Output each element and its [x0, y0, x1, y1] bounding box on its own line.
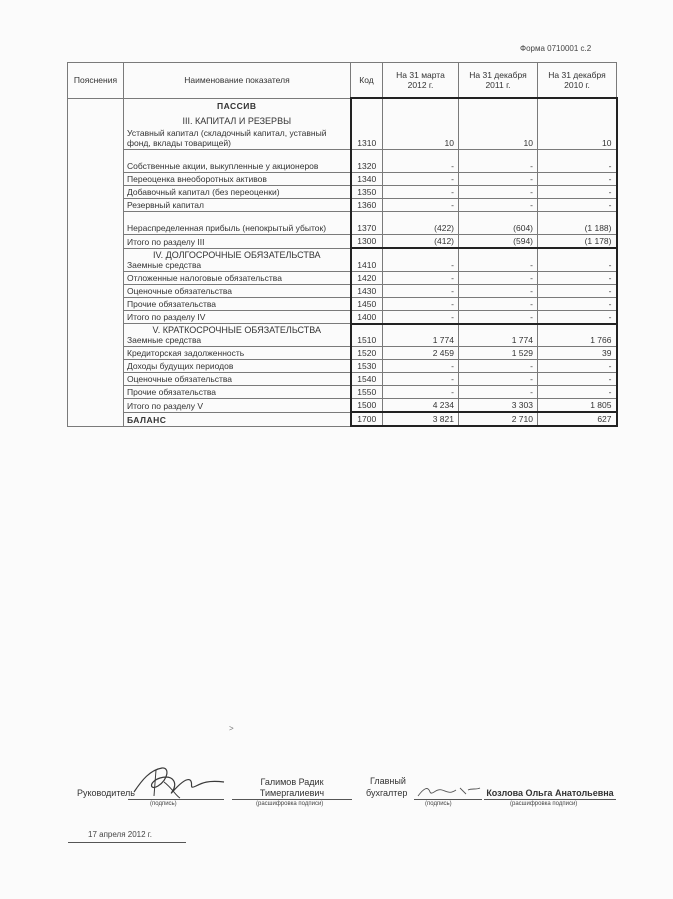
accountant-signature-caption: (подпись): [425, 801, 452, 807]
row-value-col2: (594): [459, 235, 538, 249]
row-value-col3: 627: [538, 412, 617, 426]
table-row: [68, 248, 617, 271]
row-code: 1530: [351, 360, 383, 373]
row-value-col2: 2 710: [459, 412, 538, 426]
section-title-cell: [124, 98, 351, 150]
row-value-col3: 1 766: [538, 324, 617, 347]
head-name-line1: Галимов Радик: [260, 777, 324, 787]
row-value-col2: -: [459, 360, 538, 373]
row-value-col3: (1 188): [538, 212, 617, 235]
row-code: 1320: [351, 150, 383, 173]
report-date: 17 апреля 2012 г.: [88, 830, 152, 839]
row-value-col2: -: [459, 248, 538, 271]
row-value-col1: -: [383, 173, 459, 186]
row-name: Прочие обязательства: [124, 297, 351, 310]
row-value-col3: 1 805: [538, 399, 617, 413]
row-name: Добавочный капитал (без переоценки): [124, 186, 351, 199]
row-value-col3: 39: [538, 347, 617, 360]
row-value-col1: -: [383, 271, 459, 284]
section-4-title: IV. ДОЛГОСРОЧНЫЕ ОБЯЗАТЕЛЬСТВА: [152, 249, 321, 260]
head-signature-line: [128, 799, 224, 800]
balance-sheet-table: [67, 62, 618, 427]
row-code: 1420: [351, 271, 383, 284]
scan-mark: >: [229, 724, 234, 733]
row-name: Собственные акции, выкупленные у акционеров: [124, 150, 351, 173]
head-name-line: [232, 799, 352, 800]
row-value-col2: -: [459, 186, 538, 199]
table-row: [68, 347, 617, 360]
row-value-col1: -: [383, 150, 459, 173]
head-signature-image: [128, 762, 228, 804]
row-value-col3: -: [538, 186, 617, 199]
row-value-col2: -: [459, 284, 538, 297]
row-value-col1: -: [383, 248, 459, 271]
table-row: [68, 212, 617, 235]
row-code: 1700: [351, 412, 383, 426]
table-row: [68, 386, 617, 399]
row-value-col2: -: [459, 373, 538, 386]
row-value-col3: -: [538, 373, 617, 386]
header-col3: На 31 декабря 2010 г.: [538, 63, 617, 99]
row-value-col1: 1 774: [383, 324, 459, 347]
head-name-line2: Тимергалиевич: [259, 788, 325, 798]
header-notes: Пояснения: [68, 63, 124, 99]
table-row: [68, 310, 617, 324]
form-code: Форма 0710001 с.2: [520, 44, 592, 53]
row-value-col1: 3 821: [383, 412, 459, 426]
date-line: [68, 842, 186, 843]
row-name: Итого по разделу IV: [124, 310, 351, 324]
row-code: 1500: [351, 399, 383, 413]
row-value-col1: -: [383, 284, 459, 297]
head-decode-caption: (расшифровка подписи): [256, 801, 324, 807]
passive-title: ПАССИВ: [216, 101, 257, 111]
row-value-col2: -: [459, 386, 538, 399]
row-name: Заемные средства: [127, 259, 202, 270]
row-name: Резервный капитал: [124, 199, 351, 212]
table-row: [68, 360, 617, 373]
head-signature-caption: (подпись): [150, 801, 177, 807]
accountant-signature-line: [414, 799, 482, 800]
row-value-col1: -: [383, 297, 459, 310]
table-row: [68, 399, 617, 413]
row-value-col1: 2 459: [383, 347, 459, 360]
row-value-col1: -: [383, 186, 459, 199]
table-row: [68, 373, 617, 386]
accountant-signature-image: [414, 782, 484, 800]
section-title-cell: [124, 248, 351, 271]
table-row: [68, 412, 617, 426]
row-value-col3: -: [538, 173, 617, 186]
row-value-col2: 10: [459, 98, 538, 150]
row-value-col3: -: [538, 386, 617, 399]
accountant-name: Козлова Ольга Анатольевна: [486, 788, 614, 798]
row-value-col2: -: [459, 150, 538, 173]
row-value-col2: -: [459, 310, 538, 324]
table-row: [68, 235, 617, 249]
header-name: Наименование показателя: [124, 63, 351, 99]
row-name: Итого по разделу III: [124, 235, 351, 249]
row-name: Переоценка внеоборотных активов: [124, 173, 351, 186]
row-value-col3: -: [538, 150, 617, 173]
row-value-col2: (604): [459, 212, 538, 235]
header-col1: На 31 марта 2012 г.: [383, 63, 459, 99]
table-row: [68, 284, 617, 297]
row-code: 1510: [351, 324, 383, 347]
table-row: [68, 173, 617, 186]
accountant-label-line1: Главный: [370, 776, 406, 786]
row-code: 1550: [351, 386, 383, 399]
row-code: 1400: [351, 310, 383, 324]
row-name: Прочие обязательства: [124, 386, 351, 399]
row-code: 1350: [351, 186, 383, 199]
row-code: 1520: [351, 347, 383, 360]
accountant-decode-caption: (расшифровка подписи): [510, 801, 578, 807]
row-value-col3: -: [538, 248, 617, 271]
row-value-col3: -: [538, 310, 617, 324]
row-name: Доходы будущих периодов: [124, 360, 351, 373]
row-name: Итого по разделу V: [124, 399, 351, 413]
row-value-col3: 10: [538, 98, 617, 150]
row-value-col2: -: [459, 271, 538, 284]
row-value-col2: 1 529: [459, 347, 538, 360]
row-value-col3: -: [538, 199, 617, 212]
row-code: 1300: [351, 235, 383, 249]
notes-cell: [68, 98, 124, 426]
row-value-col1: -: [383, 199, 459, 212]
row-name: Заемные средства: [127, 335, 202, 345]
row-value-col1: -: [383, 386, 459, 399]
row-value-col1: -: [383, 310, 459, 324]
table-row: [68, 199, 617, 212]
table-row: [68, 150, 617, 173]
row-value-col1: -: [383, 360, 459, 373]
row-value-col1: 4 234: [383, 399, 459, 413]
header-col2: На 31 декабря 2011 г.: [459, 63, 538, 99]
row-value-col3: -: [538, 271, 617, 284]
table-header-row: [68, 63, 617, 99]
row-value-col1: (422): [383, 212, 459, 235]
row-name: Нераспределенная прибыль (непокрытый убыток): [124, 212, 351, 235]
row-name: Кредиторская задолженность: [124, 347, 351, 360]
row-name: Оценочные обязательства: [124, 373, 351, 386]
row-value-col1: 10: [383, 98, 459, 150]
row-code: 1540: [351, 373, 383, 386]
table-row: [68, 271, 617, 284]
row-name: БАЛАНС: [124, 412, 351, 426]
row-code: 1360: [351, 199, 383, 212]
section-title-cell: [124, 324, 351, 347]
row-name: Уставный капитал (складочный капитал, уставный фонд, вклады товарищей): [127, 128, 327, 148]
row-value-col3: -: [538, 360, 617, 373]
row-value-col1: -: [383, 373, 459, 386]
row-name: Отложенные налоговые обязательства: [124, 271, 351, 284]
table-row: [68, 324, 617, 347]
row-code: 1310: [351, 98, 383, 150]
accountant-name-line: [484, 799, 616, 800]
row-value-col3: -: [538, 297, 617, 310]
head-label: Руководитель: [77, 788, 135, 798]
accountant-label-line2: бухгалтер: [366, 788, 408, 798]
row-value-col3: -: [538, 284, 617, 297]
row-name: Оценочные обязательства: [124, 284, 351, 297]
row-value-col2: -: [459, 297, 538, 310]
row-code: 1370: [351, 212, 383, 235]
table-row: [68, 98, 617, 150]
header-code: Код: [351, 63, 383, 99]
row-value-col3: (1 178): [538, 235, 617, 249]
row-code: 1340: [351, 173, 383, 186]
row-code: 1410: [351, 248, 383, 271]
row-value-col2: 3 303: [459, 399, 538, 413]
row-value-col1: (412): [383, 235, 459, 249]
row-value-col2: 1 774: [459, 324, 538, 347]
row-value-col2: -: [459, 173, 538, 186]
table-row: [68, 297, 617, 310]
row-code: 1430: [351, 284, 383, 297]
row-value-col2: -: [459, 199, 538, 212]
row-code: 1450: [351, 297, 383, 310]
section-3-title: III. КАПИТАЛ И РЕЗЕРВЫ: [182, 116, 292, 126]
table-row: [68, 186, 617, 199]
section-5-title: V. КРАТКОСРОЧНЫЕ ОБЯЗАТЕЛЬСТВА: [152, 325, 321, 335]
